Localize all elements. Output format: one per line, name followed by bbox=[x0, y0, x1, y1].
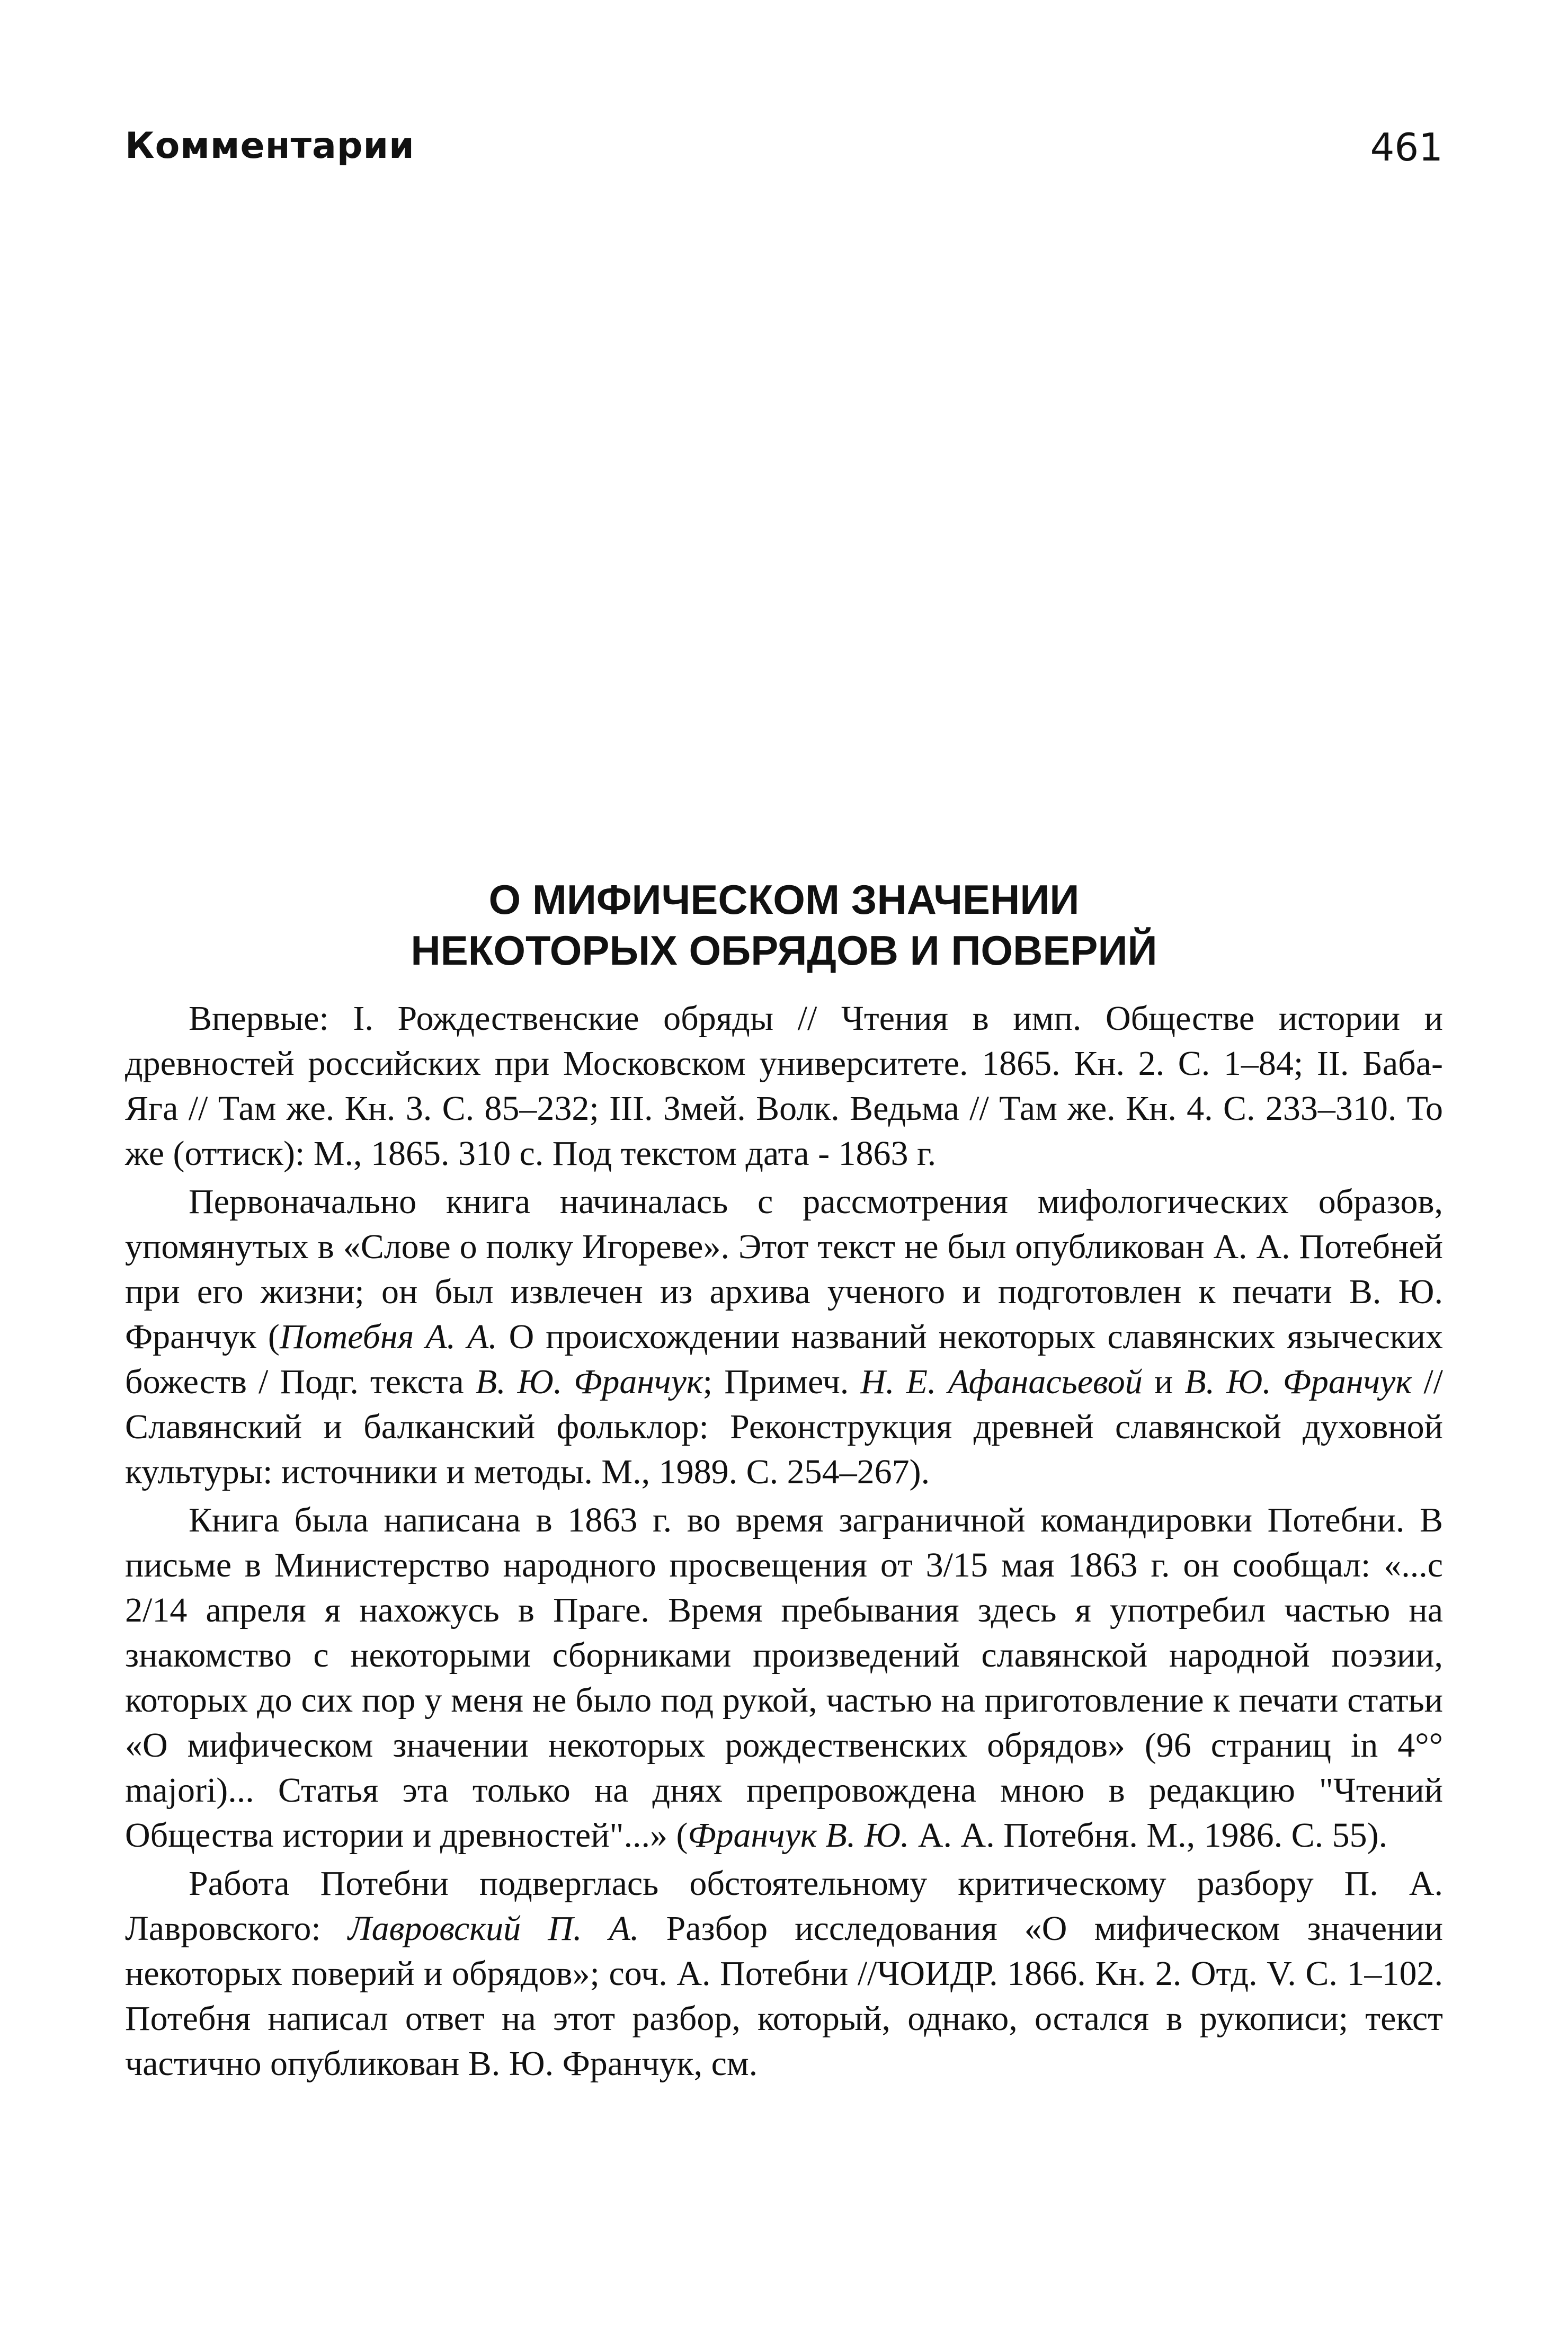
article-title-line-1: О МИФИЧЕСКОМ ЗНАЧЕНИИ bbox=[488, 876, 1080, 923]
paragraph-original-structure bbox=[125, 1179, 1443, 1494]
page-number: 461 bbox=[1370, 125, 1443, 170]
text-run: О происхождении названий некоторых славянских языческих божеств / Подг. текста bbox=[125, 1317, 1443, 1401]
text-run: // Славянский и балканский фольклор: Реконструкция древней славянской духовной культуры: источники и методы. М., 1989. С. 254–267). bbox=[125, 1363, 1444, 1491]
italic-author: Н. Е. Афанасьевой bbox=[860, 1363, 1143, 1401]
running-title: Комментарии bbox=[125, 125, 415, 167]
text-run: Первоначально книга начиналась с рассмотрения мифологических образов, упомянутых в «Слове о полку Игореве». Этот текст не был опубликован А. А. Потебней при его жизни; он был извлечен из архива ученого и подготовлен к печати В. Ю. Франчук ( bbox=[125, 1182, 1443, 1356]
text-run: ; Примеч. bbox=[702, 1363, 861, 1401]
text-run: Разбор исследования «О мифическом значении некоторых поверий и обрядов»; соч. А. Потебни //ЧОИДР. 1866. Кн. 2. Отд. V. С. 1–102. Потебня написал ответ на этот разбор, который, однако, остался в рукописи; текст частично опубликован В. Ю. Франчук, см. bbox=[125, 1909, 1443, 2083]
text-run: и bbox=[1142, 1363, 1185, 1401]
italic-author: Потебня А. А. bbox=[279, 1317, 497, 1356]
paragraph-first-publication: Впервые: I. Рождественские обряды // Чтения в имп. Обществе истории и древностей российских при Московском университете. 1865. Кн. 2. С. 1–84; II. Баба-Яга // Там же. Кн. 3. С. 85–232; III. Змей. Волк. Ведьма // Там же. Кн. 4. С. 233–310. То же (оттиск): М., 1865. 310 с. Под текстом дата - 1863 г. bbox=[125, 999, 1443, 1173]
paragraph-critical-review bbox=[125, 1861, 1443, 2086]
running-head bbox=[125, 125, 1443, 183]
commentary-body bbox=[125, 996, 1443, 2086]
italic-author: В. Ю. Франчук bbox=[475, 1363, 703, 1401]
article-title-line-2: НЕКОТОРЫХ ОБРЯДОВ И ПОВЕРИЙ bbox=[411, 927, 1157, 974]
italic-author: В. Ю. Франчук bbox=[1184, 1363, 1412, 1401]
article-title bbox=[125, 874, 1443, 976]
italic-author: Франчук В. Ю. bbox=[688, 1816, 910, 1855]
italic-author: Лавровский П. А. bbox=[348, 1909, 639, 1948]
text-run: А. А. Потебня. М., 1986. С. 55). bbox=[909, 1816, 1388, 1855]
paragraph-writing-history bbox=[125, 1498, 1443, 1858]
text-run: Работа Потебни подверглась обстоятельному критическому разбору П. А. Лавровского: bbox=[125, 1864, 1443, 1948]
text-run: Книга была написана в 1863 г. во время заграничной командировки Потебни. В письме в Министерство народного просвещения от 3/15 мая 1863 г. он сообщал: «...с 2/14 апреля я нахожусь в Праге. Время пребывания здесь я употребил частью на знакомство с некоторыми сборниками произведений славянской народной поэзии, которых до сих пор у меня не было под рукой, частью на приготовление к печати статьи «О мифическом значении некоторых рождественских обрядов» (96 страниц in 4°° majori)... Статья эта только на днях препровождена мною в редакцию "Чтений Общества истории и древностей"...» ( bbox=[125, 1501, 1443, 1855]
